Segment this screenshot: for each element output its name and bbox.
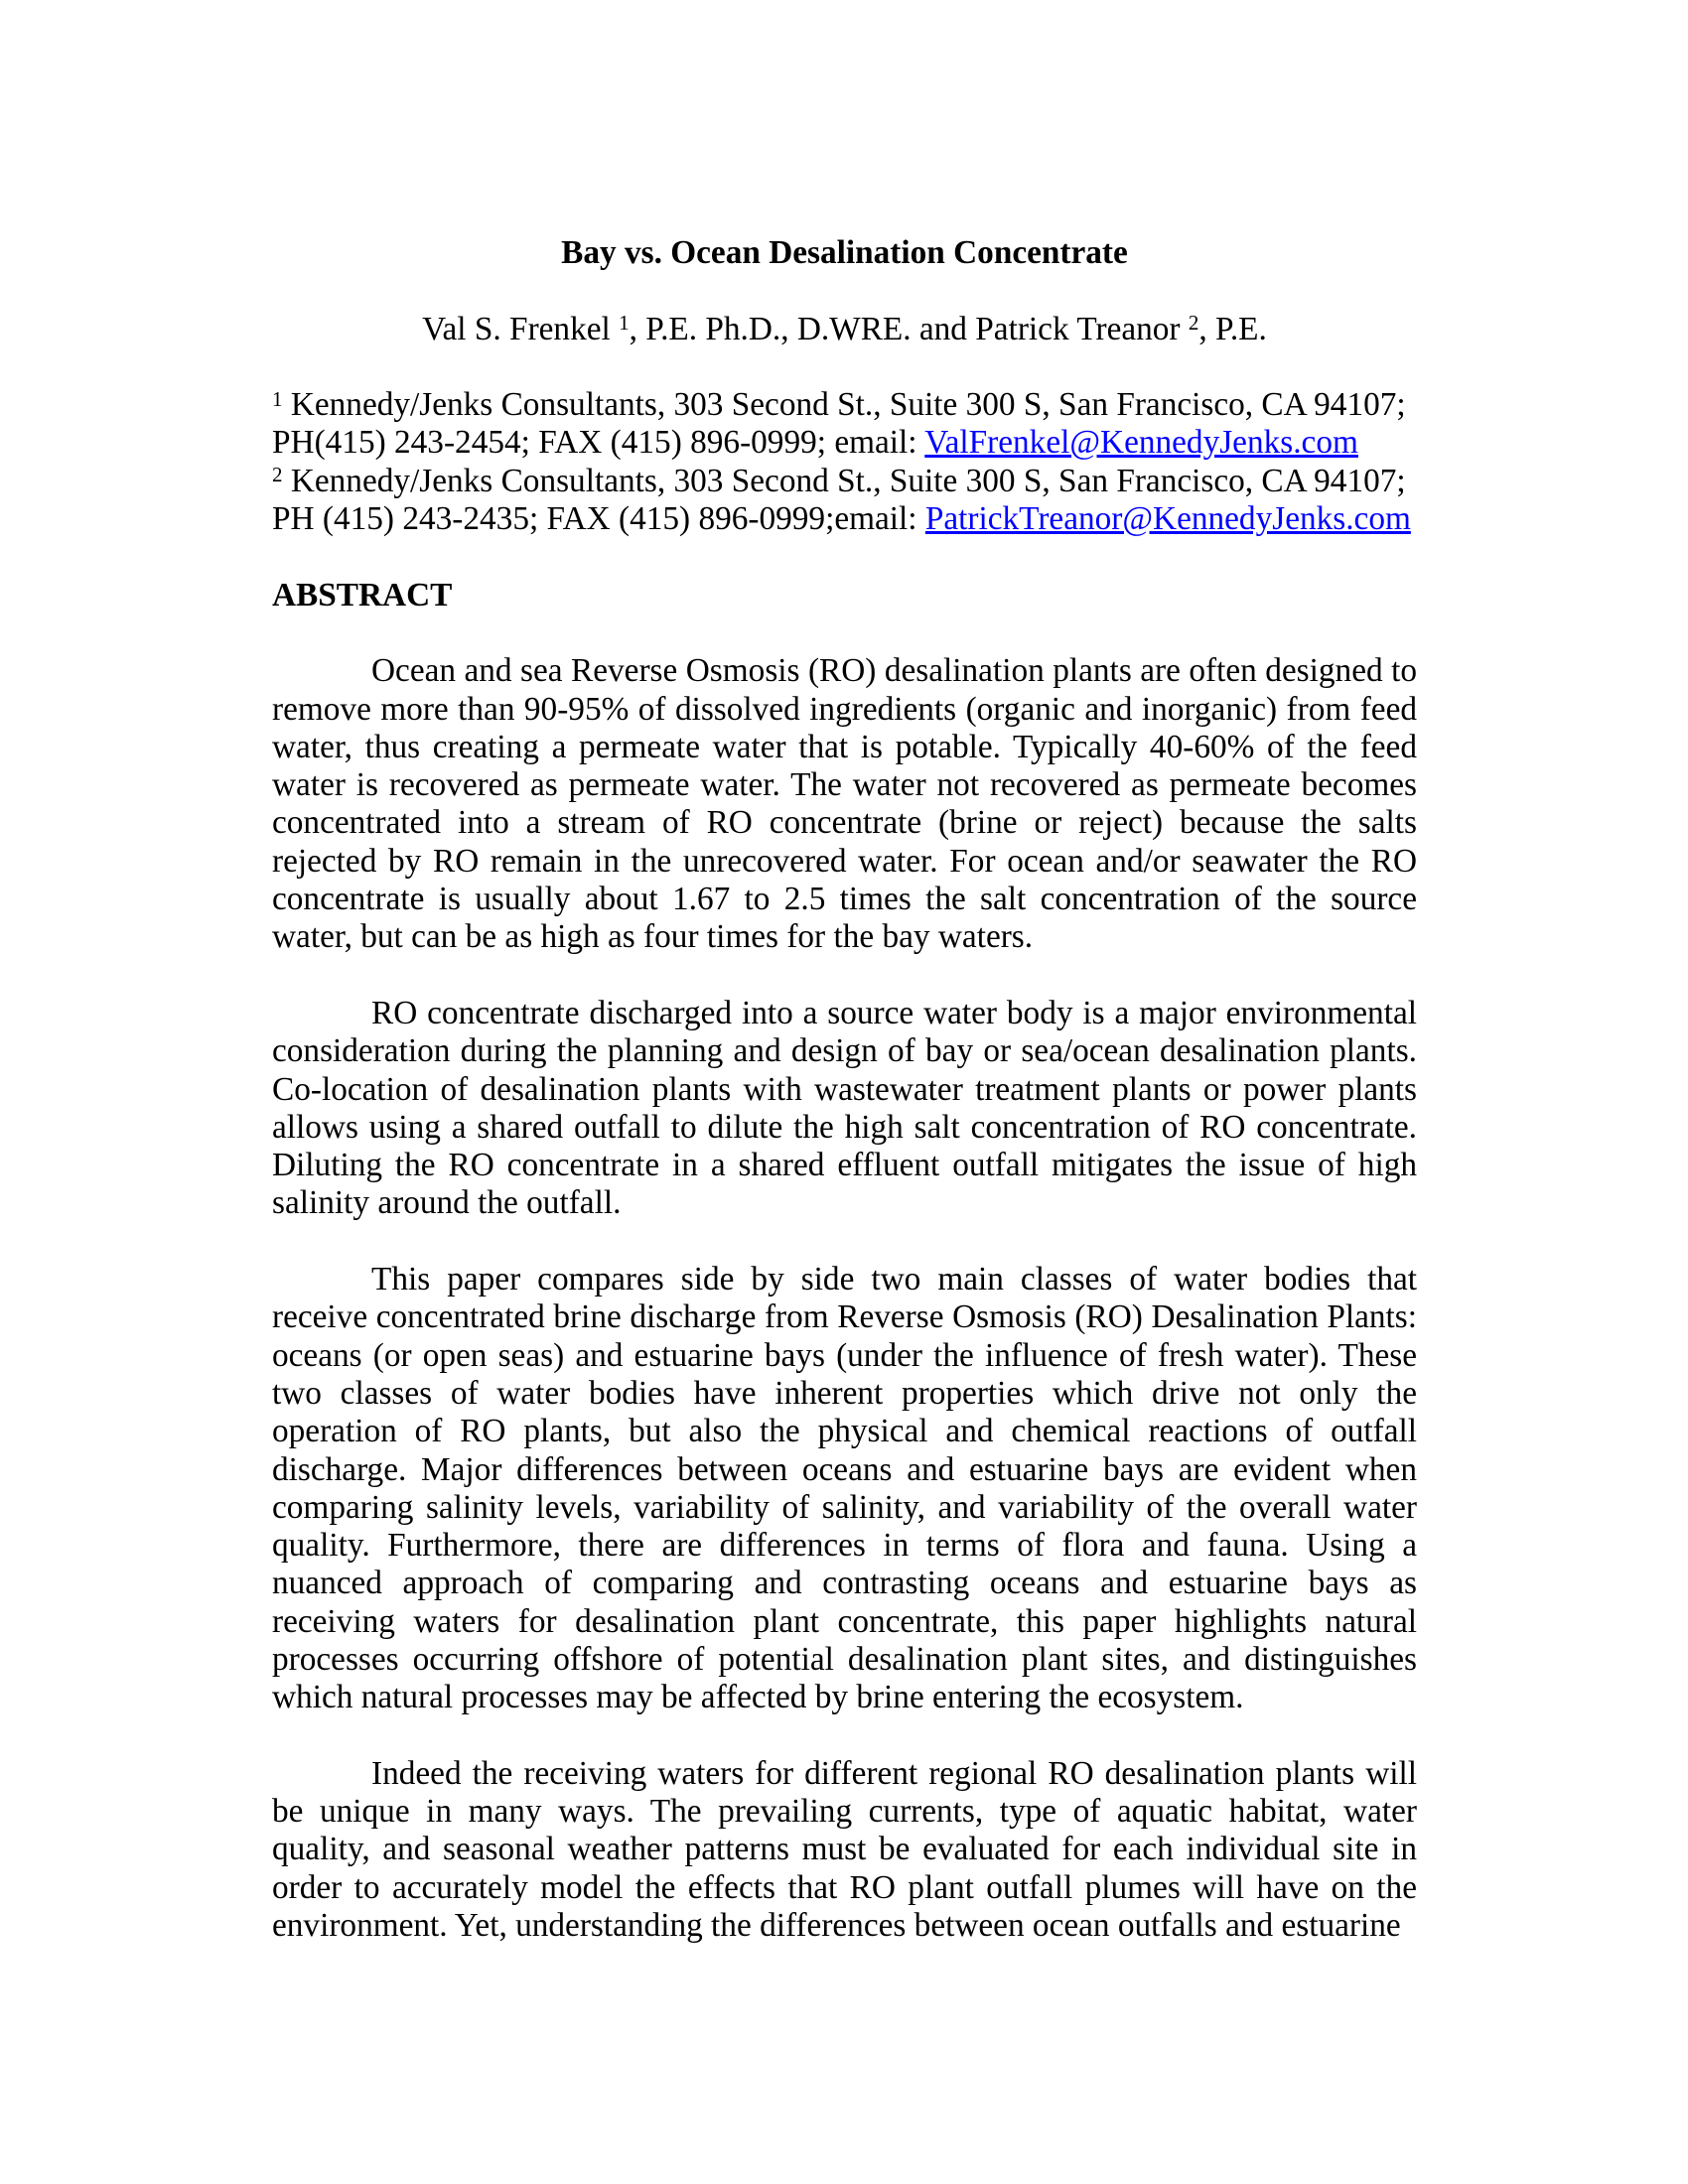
affiliation-2 (272, 463, 1417, 539)
footnote-marker-1: 1 (272, 386, 283, 411)
abstract-paragraph-3: This paper compares side by side two main classes of water bodies that receive concentrated brine discharge from Reverse Osmosis (RO) Desalination Plants: oceans (or open seas) and estuarine bays (under the influence of fresh water). These two classes of water bodies have inherent properties which drive not only the operation of RO plants, but also the physical and chemical reactions of outfall discharge. Major differences between oceans and estuarine bays are evident when comparing salinity levels, variability of salinity, and variability of the overall water quality. Furthermore, there are differences in terms of flora and fauna. Using a nuanced approach of comparing and contrasting oceans and estuarine bays as receiving waters for desalination plant concentrate, this paper highlights natural processes occurring offshore of potential desalination plant sites, and distinguishes which natural processes may be affected by brine entering the ecosystem. (272, 1261, 1417, 1716)
footnote-ref-1: 1 (619, 311, 630, 336)
affiliation-1-address: Kennedy/Jenks Consultants, 303 Second St., Suite 300 S, San Francisco, CA 94107; (282, 386, 1406, 424)
footnote-marker-2: 2 (272, 463, 283, 487)
abstract-heading: ABSTRACT (272, 576, 453, 614)
author-credentials-and-name-2: , P.E. Ph.D., D.WRE. and Patrick Treanor (629, 310, 1189, 347)
affiliation-1 (272, 386, 1417, 463)
abstract-paragraph-2: RO concentrate discharged into a source water body is a major environmental consideration during the planning and design of bay or sea/ocean desalination plants. Co-location of desalination plants with wastewater treatment plants or power plants allows using a shared outfall to dilute the high salt concentration of RO concentrate. Diluting the RO concentrate in a shared effluent outfall mitigates the issue of high salinity around the outfall. (272, 994, 1417, 1222)
abstract-paragraph-4: Indeed the receiving waters for different regional RO desalination plants will be unique in many ways. The prevailing currents, type of aquatic habitat, water quality, and seasonal weather patterns must be evaluated for each individual site in order to accurately model the effects that RO plant outfall plumes will have on the environment. Yet, understanding the differences between ocean outfalls and estuarine (272, 1754, 1417, 1945)
author-credentials-2: , P.E. (1198, 310, 1267, 347)
author-line (272, 311, 1417, 348)
email-link-val-frenkel[interactable]: ValFrenkel@KennedyJenks.com (924, 424, 1358, 462)
author-name-1: Val S. Frenkel (422, 310, 620, 347)
affiliations-block (272, 386, 1417, 538)
footnote-ref-2: 2 (1188, 311, 1199, 336)
abstract-paragraph-1: Ocean and sea Reverse Osmosis (RO) desalination plants are often designed to remove more than 90-95% of dissolved ingredients (organic and inorganic) from feed water, thus creating a permeate water that is potable. Typically 40-60% of the feed water is recovered as permeate water. The water not recovered as permeate becomes concentrated into a stream of RO concentrate (brine or reject) because the salts rejected by RO remain in the unrecovered water. For ocean and/or seawater the RO concentrate is usually about 1.67 to 2.5 times the salt concentration of the source water, but can be as high as four times for the bay waters. (272, 652, 1417, 956)
affiliation-2-address: Kennedy/Jenks Consultants, 303 Second St., Suite 300 S, San Francisco, CA 94107; (282, 462, 1406, 499)
affiliation-1-contact: PH(415) 243-2454; FAX (415) 896-0999; email: (272, 424, 925, 462)
email-link-patrick-treanor[interactable]: PatrickTreanor@KennedyJenks.com (924, 500, 1411, 538)
paper-title: Bay vs. Ocean Desalination Concentrate (561, 234, 1128, 271)
affiliation-2-contact: PH (415) 243-2435; FAX (415) 896-0999;email: (272, 500, 925, 538)
